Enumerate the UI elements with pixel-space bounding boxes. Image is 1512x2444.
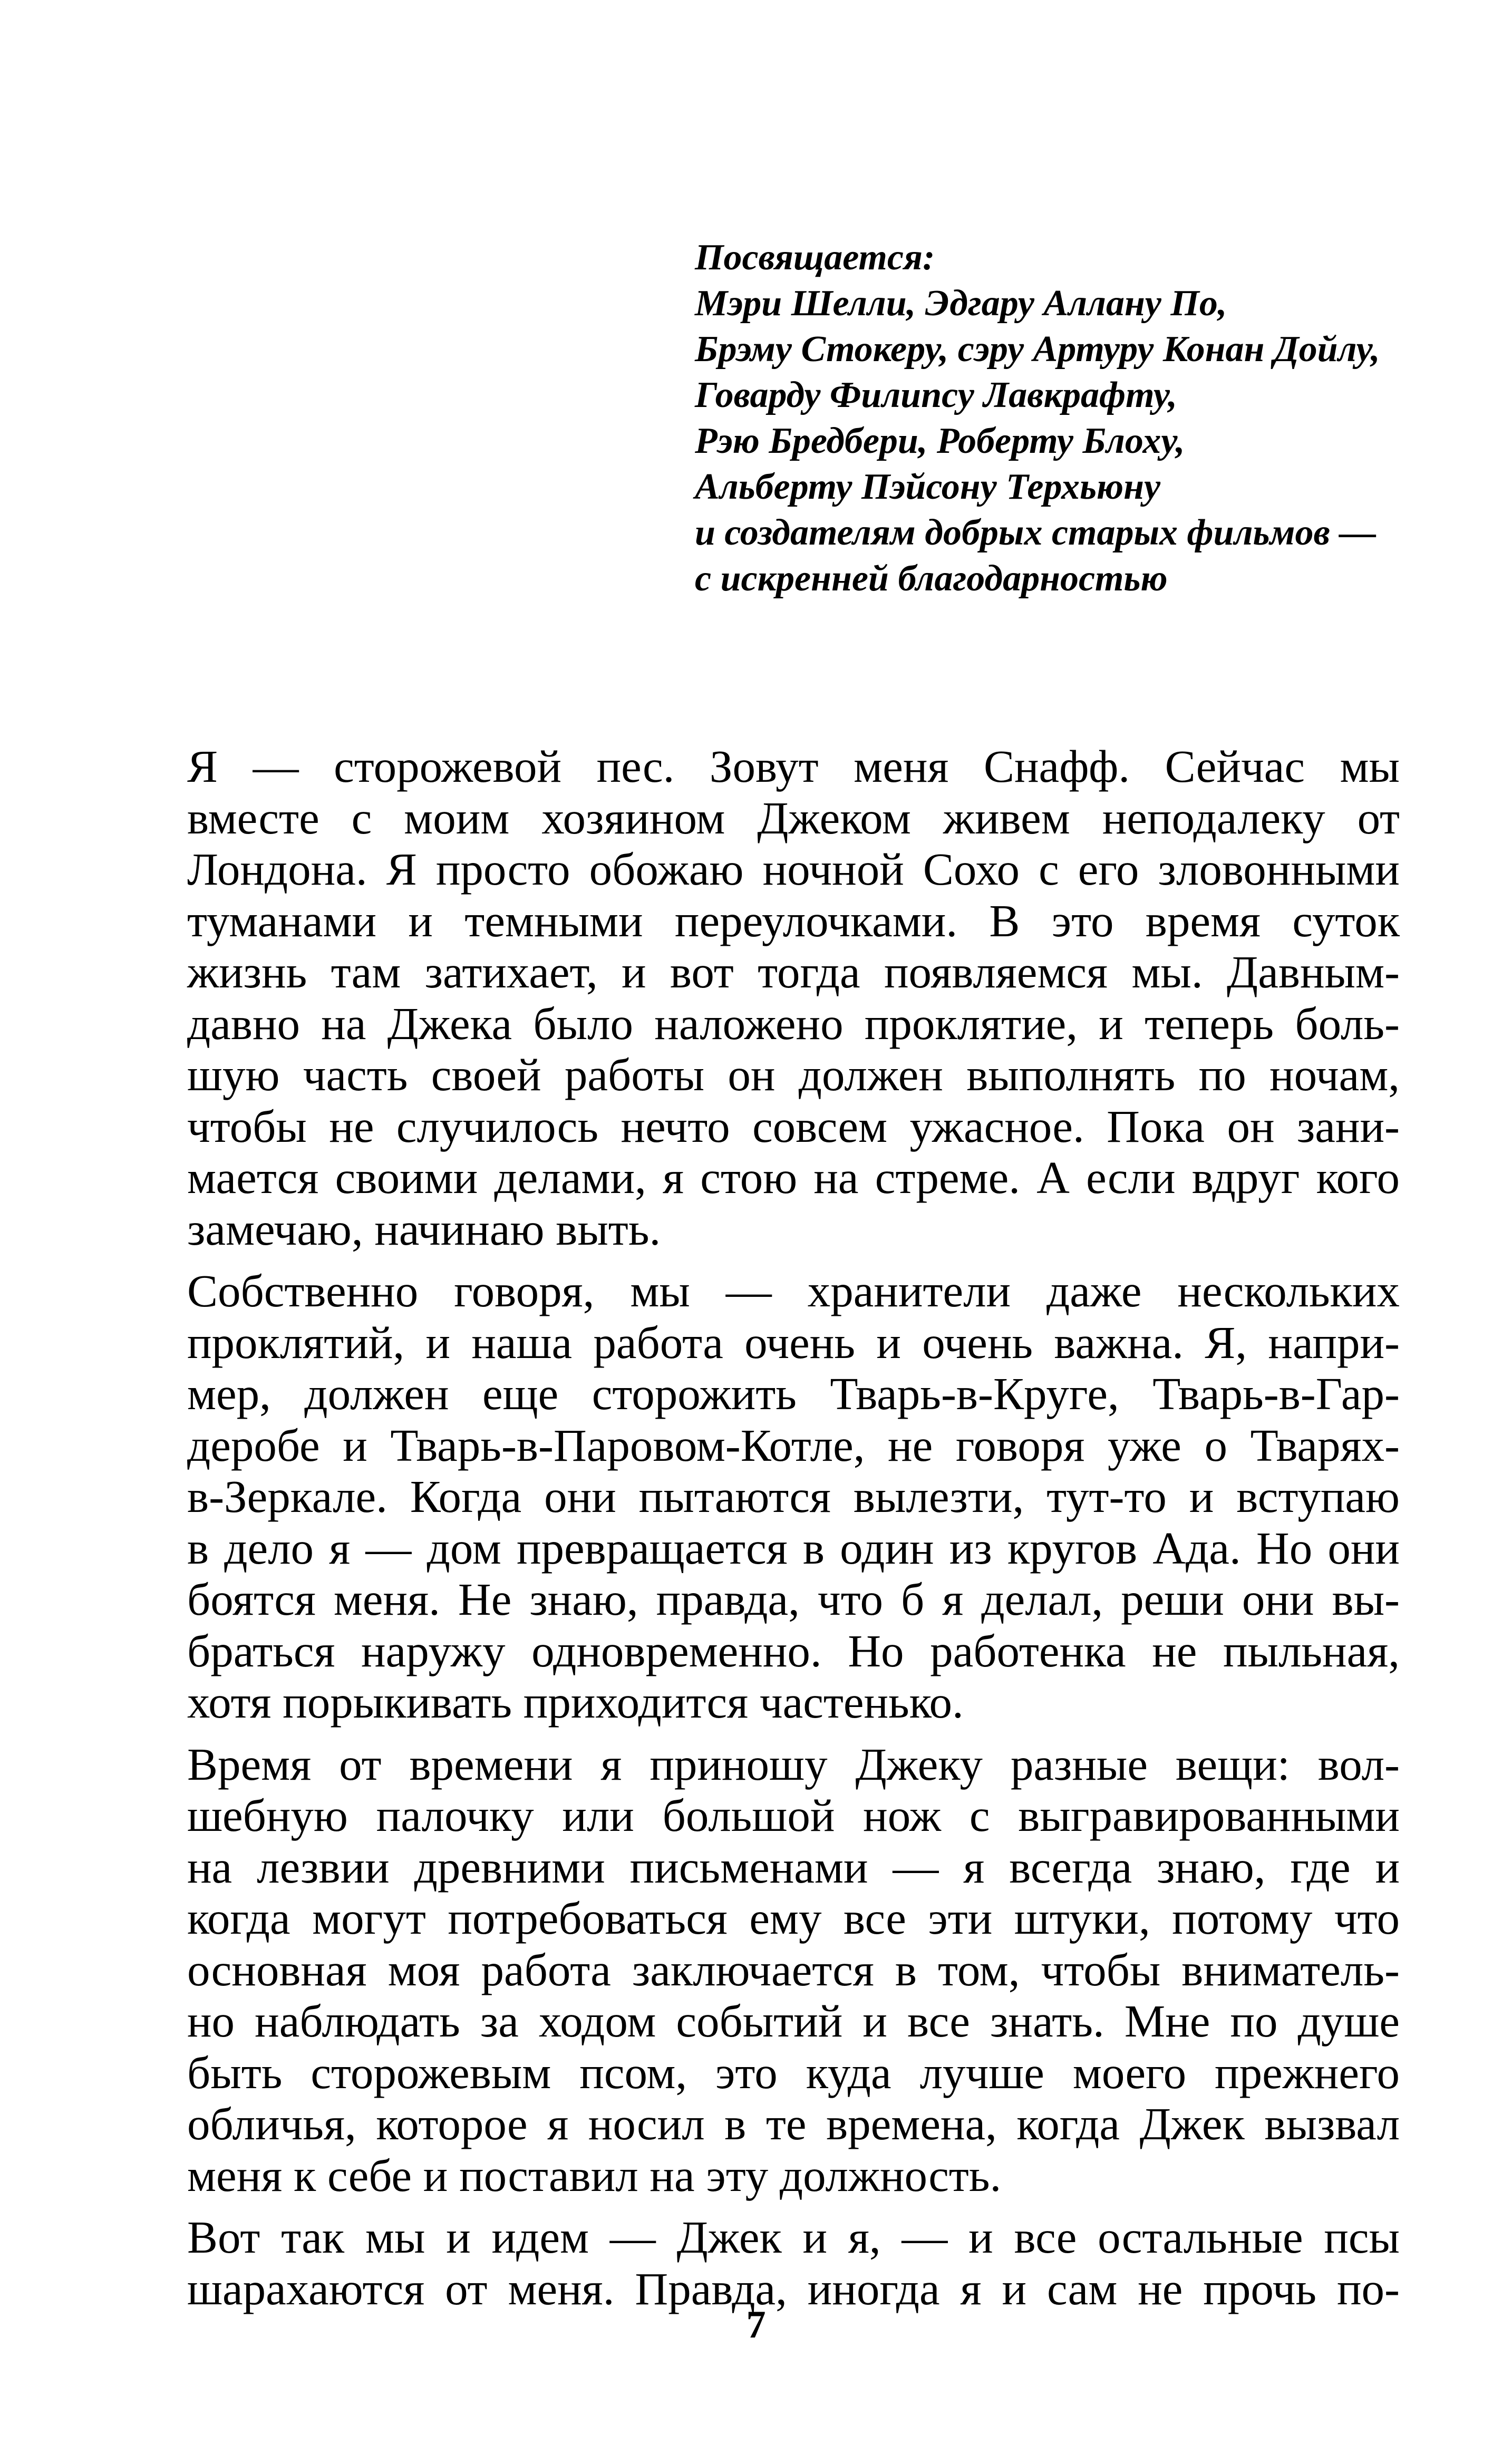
- page-number: 7: [746, 2303, 766, 2346]
- text-line: в дело я — дом превращается в один из кругов Ада. Но они: [187, 1522, 1400, 1574]
- text-line: обличья, которое я носил в те времена, когда Джек вызвал: [187, 2098, 1400, 2149]
- text-line: Время от времени я приношу Джеку разные вещи: вол-: [187, 1738, 1400, 1790]
- text-line: хотя порыкивать приходится частенько.: [187, 1676, 964, 1728]
- dedication-line: Альберту Пэйсону Терхьюну: [695, 467, 1161, 507]
- text-line: шую часть своей работы он должен выполнять по ночам,: [187, 1049, 1400, 1100]
- dedication-line: Посвящается:: [695, 237, 935, 278]
- text-line: жизнь там затихает, и вот тогда появляемся мы. Давным-: [187, 946, 1400, 997]
- text-line: вместе с моим хозяином Джеком живем неподалеку от: [187, 792, 1400, 843]
- text-line: мается своими делами, я стою на стреме. А если вдруг кого: [187, 1152, 1400, 1203]
- paragraph: [187, 1739, 1400, 2201]
- text-line: Лондона. Я просто обожаю ночной Сохо с его зловонными: [187, 843, 1400, 895]
- text-line: в-Зеркале. Когда они пытаются вылезти, тут-то и вступаю: [187, 1471, 1400, 1522]
- text-line: Вот так мы и идем — Джек и я, — и все остальные псы: [187, 2212, 1400, 2263]
- text-line: когда могут потребоваться ему все эти штуки, потому что: [187, 1893, 1400, 1944]
- text-line: шарахаются от меня. Правда, иногда я и сам не прочь по-: [187, 2263, 1400, 2314]
- text-line: основная моя работа заключается в том, чтобы вниматель-: [187, 1944, 1400, 1995]
- text-line: на лезвии древними письменами — я всегда знаю, где и: [187, 1841, 1400, 1893]
- dedication-line: Говарду Филипсу Лавкрафту,: [695, 375, 1177, 415]
- dedication-line: и создателям добрых старых фильмов —: [695, 512, 1377, 553]
- text-line: Я — сторожевой пес. Зовут меня Снафф. Сейчас мы: [187, 741, 1400, 792]
- text-line: шебную палочку или большой нож с выгравированными: [187, 1790, 1400, 1841]
- text-line: туманами и темными переулочками. В это время суток: [187, 895, 1400, 946]
- body-text: [187, 741, 1400, 2314]
- dedication-line: с искренней благодарностью: [695, 558, 1168, 599]
- text-line: браться наружу одновременно. Но работенка не пыльная,: [187, 1625, 1400, 1676]
- text-line: проклятий, и наша работа очень и очень важна. Я, напри-: [187, 1316, 1400, 1368]
- text-line: Собственно говоря, мы — хранители даже нескольких: [187, 1265, 1400, 1316]
- text-line: замечаю, начинаю выть.: [187, 1203, 661, 1255]
- dedication-line: Мэри Шелли, Эдгару Аллану По,: [695, 283, 1227, 324]
- text-line: меня к себе и поставил на эту должность.: [187, 2149, 1002, 2201]
- dedication: [695, 235, 1475, 602]
- text-line: быть сторожевым псом, это куда лучше моего прежнего: [187, 2047, 1400, 2098]
- text-line: давно на Джека было наложено проклятие, и теперь боль-: [187, 997, 1400, 1049]
- paragraph: [187, 2212, 1400, 2314]
- text-line: мер, должен еще сторожить Тварь-в-Круге, Тварь-в-Гар-: [187, 1368, 1400, 1419]
- text-line: деробе и Тварь-в-Паровом-Котле, не говоря уже о Тварях-: [187, 1419, 1400, 1471]
- text-line: боятся меня. Не знаю, правда, что б я делал, реши они вы-: [187, 1574, 1400, 1625]
- text-line: но наблюдать за ходом событий и все знать. Мне по душе: [187, 1995, 1400, 2047]
- dedication-line: Рэю Бредбери, Роберту Блоху,: [695, 421, 1185, 461]
- dedication-line: Брэму Стокеру, сэру Артуру Конан Дойлу,: [695, 329, 1380, 370]
- text-line: чтобы не случилось нечто совсем ужасное. Пока он зани-: [187, 1100, 1400, 1152]
- paragraph: [187, 741, 1400, 1255]
- paragraph: [187, 1265, 1400, 1728]
